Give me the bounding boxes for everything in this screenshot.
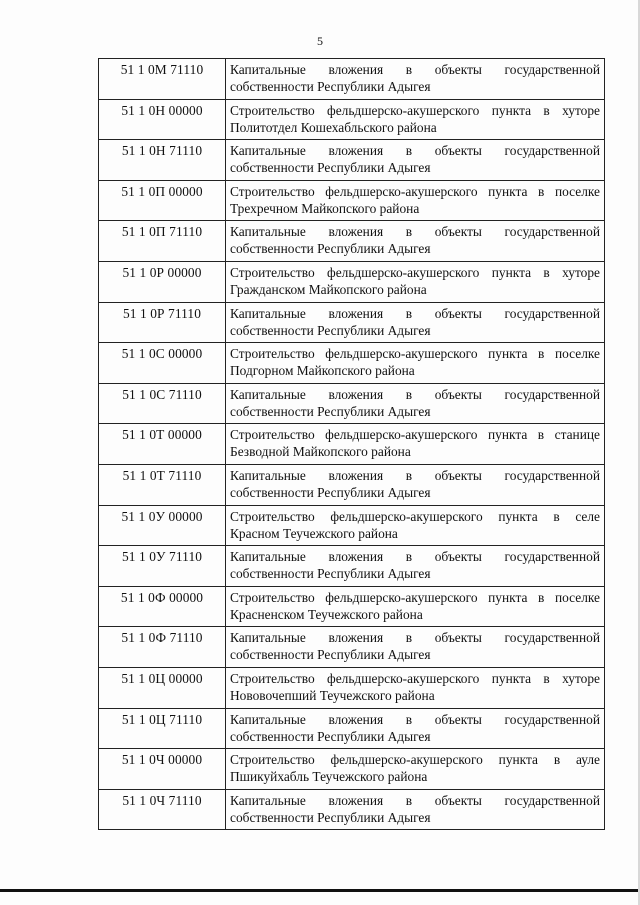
code-cell: 51 1 0П 71110	[99, 221, 226, 262]
code-cell: 51 1 0С 00000	[99, 343, 226, 384]
table-row	[99, 708, 605, 749]
bottom-rule	[0, 889, 640, 892]
table-row	[99, 261, 605, 302]
table-row	[99, 505, 605, 546]
code-cell: 51 1 0У 00000	[99, 505, 226, 546]
code-cell: 51 1 0Т 00000	[99, 424, 226, 465]
code-cell: 51 1 0Ц 71110	[99, 708, 226, 749]
description-cell: Капитальные вложения в объекты государственной собственности Республики Адыгея	[226, 302, 605, 343]
table-row	[99, 546, 605, 587]
description-cell: Капитальные вложения в объекты государственной собственности Республики Адыгея	[226, 627, 605, 668]
code-cell: 51 1 0Ч 71110	[99, 789, 226, 830]
description-cell: Капитальные вложения в объекты государственной собственности Республики Адыгея	[226, 59, 605, 100]
code-cell: 51 1 0С 71110	[99, 383, 226, 424]
table-body	[99, 59, 605, 830]
table-row	[99, 302, 605, 343]
description-cell: Строительство фельдшерско-акушерского пункта в ауле Пшикуйхабль Теучежского района	[226, 749, 605, 790]
description-cell: Строительство фельдшерско-акушерского пункта в поселке Красненском Теучежского района	[226, 586, 605, 627]
code-cell: 51 1 0Ч 00000	[99, 749, 226, 790]
code-cell: 51 1 0Ф 71110	[99, 627, 226, 668]
code-cell: 51 1 0Ц 00000	[99, 667, 226, 708]
budget-classification-table	[98, 58, 605, 830]
description-cell: Капитальные вложения в объекты государственной собственности Республики Адыгея	[226, 789, 605, 830]
table-row	[99, 627, 605, 668]
code-cell: 51 1 0Т 71110	[99, 464, 226, 505]
table-row	[99, 789, 605, 830]
table-row	[99, 586, 605, 627]
table-row	[99, 140, 605, 181]
description-cell: Строительство фельдшерско-акушерского пункта в поселке Трехречном Майкопского района	[226, 180, 605, 221]
table-row	[99, 180, 605, 221]
description-cell: Строительство фельдшерско-акушерского пункта в хуторе Нововочепший Теучежского района	[226, 667, 605, 708]
description-cell: Строительство фельдшерско-акушерского пункта в поселке Подгорном Майкопского района	[226, 343, 605, 384]
code-cell: 51 1 0У 71110	[99, 546, 226, 587]
description-cell: Строительство фельдшерско-акушерского пункта в селе Красном Теучежского района	[226, 505, 605, 546]
description-cell: Капитальные вложения в объекты государственной собственности Республики Адыгея	[226, 546, 605, 587]
table-row	[99, 99, 605, 140]
page-number: 5	[317, 34, 323, 48]
table-row	[99, 59, 605, 100]
description-cell: Капитальные вложения в объекты государственной собственности Республики Адыгея	[226, 140, 605, 181]
code-cell: 51 1 0М 71110	[99, 59, 226, 100]
table-row	[99, 749, 605, 790]
code-cell: 51 1 0П 00000	[99, 180, 226, 221]
table-row	[99, 221, 605, 262]
description-cell: Капитальные вложения в объекты государственной собственности Республики Адыгея	[226, 464, 605, 505]
code-cell: 51 1 0Ф 00000	[99, 586, 226, 627]
table-row	[99, 424, 605, 465]
description-cell: Капитальные вложения в объекты государственной собственности Республики Адыгея	[226, 383, 605, 424]
description-cell: Капитальные вложения в объекты государственной собственности Республики Адыгея	[226, 221, 605, 262]
table-row	[99, 464, 605, 505]
description-cell: Строительство фельдшерско-акушерского пункта в хуторе Политотдел Кошехабльского района	[226, 99, 605, 140]
code-cell: 51 1 0Н 71110	[99, 140, 226, 181]
code-cell: 51 1 0Р 71110	[99, 302, 226, 343]
code-cell: 51 1 0Р 00000	[99, 261, 226, 302]
description-cell: Строительство фельдшерско-акушерского пункта в станице Безводной Майкопского района	[226, 424, 605, 465]
table-row	[99, 667, 605, 708]
code-cell: 51 1 0Н 00000	[99, 99, 226, 140]
description-cell: Капитальные вложения в объекты государственной собственности Республики Адыгея	[226, 708, 605, 749]
description-cell: Строительство фельдшерско-акушерского пункта в хуторе Гражданском Майкопского района	[226, 261, 605, 302]
table-row	[99, 383, 605, 424]
table-row	[99, 343, 605, 384]
